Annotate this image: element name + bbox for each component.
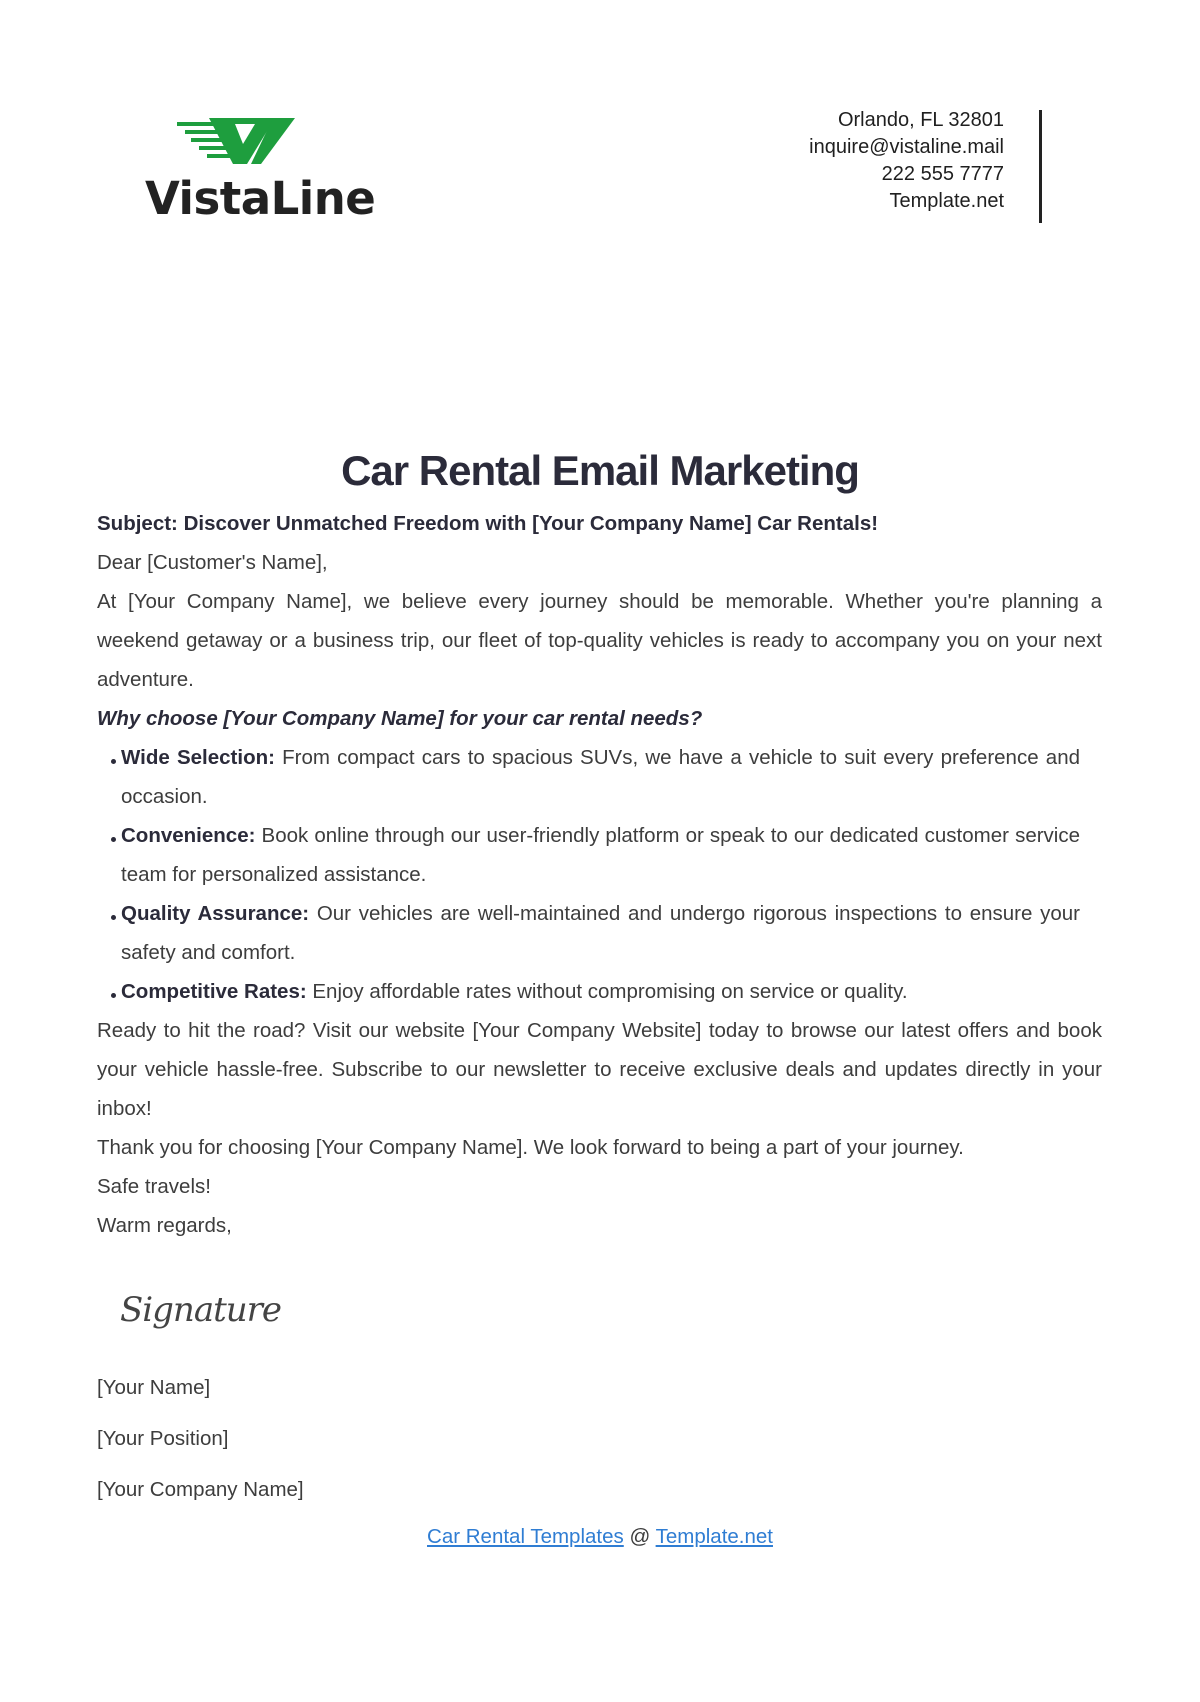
- page-title: Car Rental Email Marketing: [341, 447, 859, 494]
- footer: [0, 1525, 1200, 1549]
- list-item: [121, 738, 1080, 816]
- sender-name: [Your Name]: [97, 1376, 211, 1399]
- list-item: [121, 894, 1080, 972]
- list-item: [121, 816, 1080, 894]
- feature-term: Convenience:: [121, 824, 256, 847]
- feature-text: Book online through our user-friendly platform or speak to our dedicated customer service team for personalized assistance.: [121, 824, 1080, 886]
- feature-term: Wide Selection:: [121, 746, 275, 769]
- header-divider: [1039, 110, 1042, 223]
- feature-text: Our vehicles are well-maintained and undergo rigorous inspections to ensure your safety and comfort.: [121, 902, 1080, 964]
- closing-line: Warm regards,: [97, 1214, 232, 1237]
- contact-address: Orlando, FL 32801: [837, 109, 1004, 131]
- contact-phone: 222 555 7777: [881, 163, 1004, 185]
- contact-block: [809, 107, 1004, 215]
- safe-travels: Safe travels!: [97, 1175, 211, 1198]
- signature-image: Signature: [120, 1290, 282, 1330]
- feature-text: Enjoy affordable rates without compromising on service or quality.: [306, 980, 908, 1003]
- sender-position: [Your Position]: [97, 1427, 229, 1450]
- intro-paragraph: At [Your Company Name], we believe every journey should be memorable. Whether you're planning a weekend getaway or a business trip, our fleet of top-quality vehicles is ready to accompany you on your next adventure.: [97, 590, 1102, 691]
- footer-separator: @: [623, 1525, 656, 1548]
- list-item: [121, 972, 1080, 1011]
- template-net-link[interactable]: Template.net: [655, 1525, 773, 1548]
- sender-company: [Your Company Name]: [97, 1478, 304, 1501]
- feature-term: Quality Assurance:: [121, 902, 310, 925]
- logo-text: VistaLine: [145, 172, 376, 225]
- car-rental-templates-link[interactable]: Car Rental Templates: [427, 1525, 624, 1548]
- vistaline-logo-icon: [177, 116, 327, 168]
- contact-email[interactable]: inquire@vistaline.mail: [809, 136, 1004, 158]
- email-body: [97, 504, 1102, 1245]
- cta-paragraph: Ready to hit the road? Visit our website [Your Company Website] today to browse our latest offers and book your vehicle hassle-free. Subscribe to our newsletter to receive exclusive deals and updates directly in your inbox!: [97, 1019, 1102, 1120]
- why-heading: Why choose [Your Company Name] for your car rental needs?: [97, 707, 703, 730]
- thanks-paragraph: Thank you for choosing [Your Company Name]. We look forward to being a part of your journey.: [97, 1136, 964, 1159]
- feature-text: From compact cars to spacious SUVs, we have a vehicle to suit every preference and occasion.: [121, 746, 1080, 808]
- feature-term: Competitive Rates:: [121, 980, 307, 1003]
- feature-list: [97, 738, 1102, 1011]
- email-subject: Subject: Discover Unmatched Freedom with [Your Company Name] Car Rentals!: [97, 512, 879, 535]
- email-greeting: Dear [Customer's Name],: [97, 551, 328, 574]
- contact-website[interactable]: Template.net: [889, 190, 1004, 212]
- company-logo: [145, 110, 375, 230]
